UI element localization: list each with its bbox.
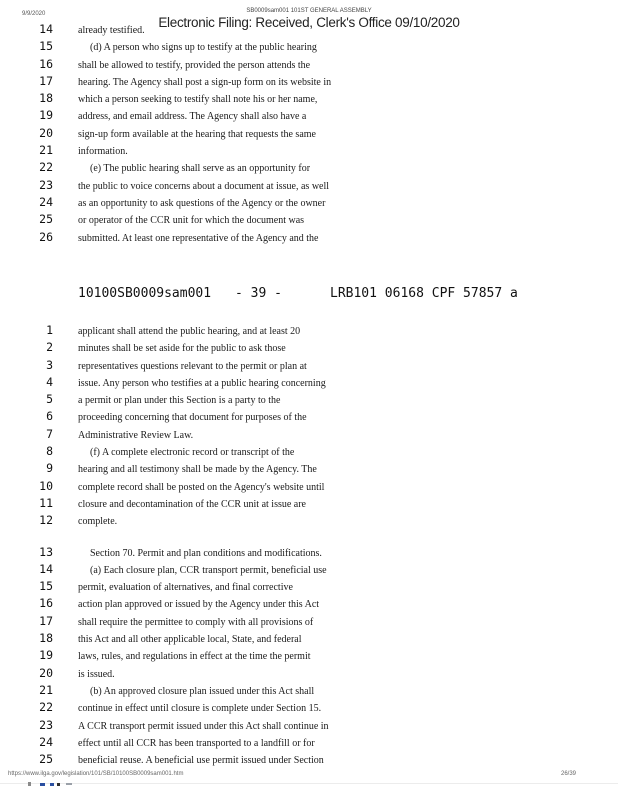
text-block-page-38 <box>0 22 480 247</box>
text-line <box>0 39 480 56</box>
next-page-fragment <box>40 783 45 786</box>
text-line <box>0 752 480 769</box>
page-break-header <box>0 286 618 302</box>
line-text: the public to voice concerns about a document at issue, as well <box>78 180 330 192</box>
line-number: 18 <box>39 631 53 646</box>
line-text: hearing and all testimony shall be made by the Agency. The <box>78 464 317 476</box>
line-number: 23 <box>39 177 53 192</box>
line-number: 20 <box>39 665 53 680</box>
text-line <box>0 230 480 247</box>
line-number: 21 <box>39 143 53 158</box>
line-number: 14 <box>39 561 53 576</box>
line-number: 3 <box>46 357 53 372</box>
line-text: complete record shall be posted on the Agency's website until <box>78 481 325 493</box>
next-page-fragment <box>50 783 54 786</box>
line-number: 23 <box>39 717 53 732</box>
text-block-page-39 <box>0 323 480 769</box>
text-line <box>0 91 480 108</box>
footer-page-counter: 26/39 <box>561 771 577 777</box>
line-number: 15 <box>39 39 53 54</box>
text-line <box>0 323 480 340</box>
line-text: (a) Each closure plan, CCR transport permit, beneficial use <box>90 564 327 576</box>
text-line <box>0 212 480 229</box>
text-line <box>0 22 480 39</box>
page-break-divider <box>0 783 618 784</box>
line-text: information. <box>78 146 128 158</box>
line-text: shall require the permittee to comply with all provisions of <box>78 616 314 628</box>
line-text: as an opportunity to ask questions of the Agency or the owner <box>78 197 326 209</box>
text-line <box>0 126 480 143</box>
line-text: or operator of the CCR unit for which the document was <box>78 215 305 227</box>
line-number: 26 <box>39 229 53 244</box>
line-number: 5 <box>46 392 53 407</box>
line-number: 24 <box>39 734 53 749</box>
print-date: 9/9/2020 <box>22 11 46 17</box>
text-line <box>0 545 480 562</box>
text-line <box>0 735 480 752</box>
line-number: 19 <box>39 648 53 663</box>
line-number: 15 <box>39 579 53 594</box>
line-number: 7 <box>46 426 53 441</box>
line-number: 18 <box>39 91 53 106</box>
footer-source-url: https://www.ilga.gov/legislation/101/SB/10100SB0009sam001.htm <box>8 771 184 777</box>
text-line <box>0 57 480 74</box>
text-line <box>0 375 480 392</box>
text-line <box>0 74 480 91</box>
text-line <box>0 160 480 177</box>
next-page-fragment <box>28 782 31 786</box>
line-number: 20 <box>39 125 53 140</box>
line-number: 6 <box>46 409 53 424</box>
text-line <box>0 631 480 648</box>
line-number: 10 <box>39 478 53 493</box>
electronic-filing-stamp: Electronic Filing: Received, Clerk's Office 09/10/2020 <box>158 15 460 30</box>
line-number: 13 <box>39 544 53 559</box>
line-text: this Act and all other applicable local, State, and federal <box>78 634 302 646</box>
line-number: 11 <box>39 495 53 510</box>
line-text: action plan approved or issued by the Agency under this Act <box>78 599 320 611</box>
line-number: 12 <box>39 513 53 528</box>
line-number: 2 <box>46 340 53 355</box>
line-text: complete. <box>78 516 118 528</box>
line-text: representatives questions relevant to the permit or plan at <box>78 360 307 372</box>
line-text: A CCR transport permit issued under this Act shall continue in <box>78 720 329 732</box>
line-number: 8 <box>46 444 53 459</box>
text-line <box>0 614 480 631</box>
line-text: is issued. <box>78 668 115 680</box>
line-text: (b) An approved closure plan issued under this Act shall <box>90 685 315 697</box>
text-line <box>0 461 480 478</box>
text-line <box>0 358 480 375</box>
text-line <box>0 108 480 125</box>
lrb-reference-number: LRB101 06168 CPF 57857 a <box>330 286 518 301</box>
text-line <box>0 427 480 444</box>
line-text: beneficial reuse. A beneficial use permit issued under Section <box>78 755 324 767</box>
line-text: continue in effect until closure is complete under Section 15. <box>78 703 322 715</box>
line-number: 24 <box>39 194 53 209</box>
line-text: issue. Any person who testifies at a public hearing concerning <box>78 377 326 389</box>
text-line <box>0 340 480 357</box>
text-line <box>0 513 480 530</box>
line-number: 22 <box>39 160 53 175</box>
document-title: SB0009sam001 101ST GENERAL ASSEMBLY <box>246 8 372 14</box>
bill-document-number: 10100SB0009sam001 <box>78 286 212 301</box>
line-number: 14 <box>39 22 53 36</box>
line-text: proceeding concerning that document for purposes of the <box>78 412 307 424</box>
text-line <box>0 178 480 195</box>
line-text: Section 70. Permit and plan conditions and modifications. <box>90 547 322 559</box>
text-line <box>0 392 480 409</box>
line-number: 17 <box>39 73 53 88</box>
text-line <box>0 596 480 613</box>
line-number: 1 <box>46 323 53 337</box>
line-number: 25 <box>39 212 53 227</box>
line-number: 22 <box>39 700 53 715</box>
line-number: 25 <box>39 752 53 767</box>
line-number: 4 <box>46 374 53 389</box>
line-text: hearing. The Agency shall post a sign-up form on its website in <box>78 76 332 88</box>
line-number: 9 <box>46 461 53 476</box>
text-line <box>0 496 480 513</box>
line-number: 21 <box>39 682 53 697</box>
text-line <box>0 143 480 160</box>
line-text: a permit or plan under this Section is a party to the <box>78 395 281 407</box>
line-text: (d) A person who signs up to testify at the public hearing <box>90 42 317 54</box>
line-number: 16 <box>39 56 53 71</box>
line-text: address, and email address. The Agency shall also have a <box>78 111 307 123</box>
line-number: 16 <box>39 596 53 611</box>
text-line <box>0 562 480 579</box>
line-text: (f) A complete electronic record or transcript of the <box>90 447 295 459</box>
next-page-fragment <box>57 783 60 786</box>
line-number: 19 <box>39 108 53 123</box>
line-text: applicant shall attend the public hearing, and at least 20 <box>78 326 301 337</box>
text-line <box>0 444 480 461</box>
line-text: Administrative Review Law. <box>78 429 194 441</box>
line-text: sign-up form available at the hearing that requests the same <box>78 128 316 140</box>
line-text: already testified. <box>78 25 145 36</box>
text-line <box>0 409 480 426</box>
line-text: effect until all CCR has been transported to a landfill or for <box>78 737 315 749</box>
line-text: minutes shall be set aside for the public to ask those <box>78 343 286 355</box>
text-line <box>0 579 480 596</box>
line-text: shall be allowed to testify, provided the person attends the <box>78 59 311 71</box>
text-line <box>0 195 480 212</box>
text-line <box>0 718 480 735</box>
line-text: closure and decontamination of the CCR unit at issue are <box>78 498 306 510</box>
text-line <box>0 683 480 700</box>
line-text: laws, rules, and regulations in effect at the time the permit <box>78 651 311 663</box>
page-number-marker: - 39 - <box>235 286 282 301</box>
line-text: which a person seeking to testify shall note his or her name, <box>78 94 318 106</box>
text-line <box>0 648 480 665</box>
line-text: submitted. At least one representative of the Agency and the <box>78 232 319 244</box>
next-page-fragment <box>66 783 72 785</box>
line-number: 17 <box>39 613 53 628</box>
text-line <box>0 666 480 683</box>
text-line <box>0 700 480 717</box>
line-text: permit, evaluation of alternatives, and final corrective <box>78 582 293 594</box>
text-line <box>0 479 480 496</box>
line-text: (e) The public hearing shall serve as an opportunity for <box>90 163 311 175</box>
